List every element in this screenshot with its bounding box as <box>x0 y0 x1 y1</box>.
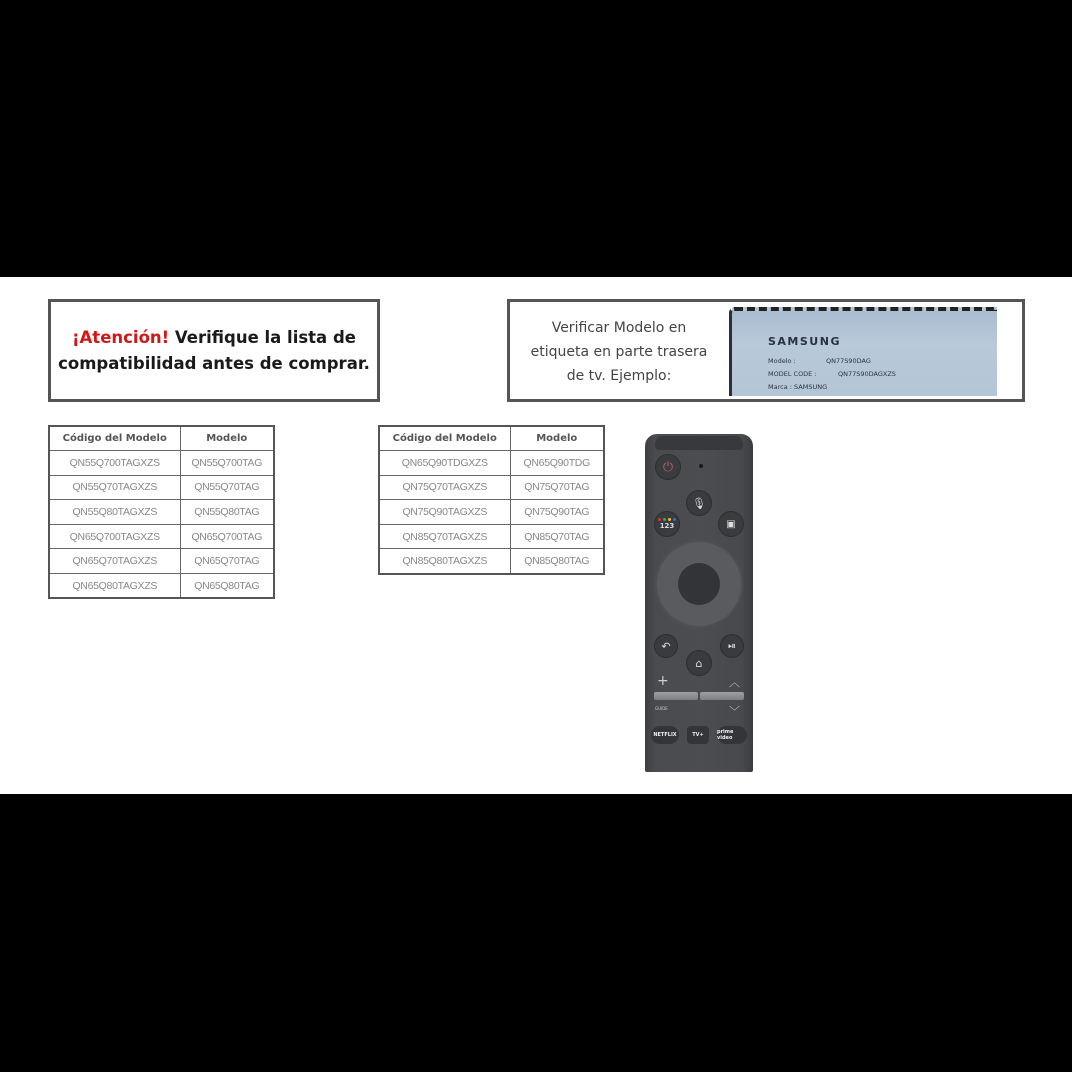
column-header-model-code: Código del Modelo <box>379 426 510 451</box>
table-row <box>49 549 274 574</box>
table-row <box>379 451 604 476</box>
cell-model-code: QN65Q80TAGXZS <box>49 574 180 599</box>
label-brand: SAMSUNG <box>768 335 841 348</box>
table-row <box>379 549 604 574</box>
guide-label: GUIDE <box>655 706 668 711</box>
cell-model: QN55Q70TAG <box>180 475 274 500</box>
cell-model: QN65Q90TDG <box>510 451 604 476</box>
volume-up-icon: + <box>657 673 669 689</box>
table-row <box>379 500 604 525</box>
ambient-mode-icon: ▣ <box>718 511 744 537</box>
back-icon: ↶ <box>654 634 678 658</box>
cell-model-code: QN65Q700TAGXZS <box>49 524 180 549</box>
column-header-model: Modelo <box>180 426 274 451</box>
power-icon: ⏻ <box>655 454 681 480</box>
cell-model-code: QN85Q80TAGXZS <box>379 549 510 574</box>
verify-line-3: de tv. Ejemplo: <box>566 368 672 384</box>
cell-model: QN75Q90TAG <box>510 500 604 525</box>
table-header-row <box>49 426 274 451</box>
label-model-code-value: QN77S90DAGXZS <box>838 370 896 378</box>
cell-model: QN55Q700TAG <box>180 451 274 476</box>
column-header-model: Modelo <box>510 426 604 451</box>
cell-model-code: QN55Q80TAGXZS <box>49 500 180 525</box>
number-pad-icon <box>654 511 680 537</box>
compatibility-table-2 <box>378 425 605 575</box>
compatibility-notice <box>48 299 380 402</box>
table-row <box>49 574 274 599</box>
warning-label: ¡Atención! <box>72 327 170 347</box>
cell-model: QN65Q80TAG <box>180 574 274 599</box>
remote-control-image <box>645 434 753 772</box>
number-pad-label: 123 <box>659 522 675 530</box>
volume-rocker <box>654 692 698 700</box>
microphone-icon: 🎙 <box>686 490 712 516</box>
tv-label-example-image <box>729 307 997 396</box>
label-marca-row <box>768 383 827 391</box>
netflix-button: NETFLIX <box>651 726 679 744</box>
remote-top-cap <box>655 436 743 450</box>
notice-text-2: compatibilidad antes de comprar. <box>58 353 370 373</box>
verify-instructions <box>516 316 722 388</box>
channel-up-icon: ︿ <box>729 676 740 689</box>
samsung-tv-plus-button: TV+ <box>687 726 709 744</box>
table-header-row <box>379 426 604 451</box>
prime-video-button: prime video <box>717 726 747 744</box>
cell-model: QN55Q80TAG <box>180 500 274 525</box>
cell-model-code: QN65Q70TAGXZS <box>49 549 180 574</box>
compatibility-table-1 <box>48 425 275 599</box>
cell-model: QN75Q70TAG <box>510 475 604 500</box>
cell-model: QN65Q700TAG <box>180 524 274 549</box>
cell-model-code: QN75Q90TAGXZS <box>379 500 510 525</box>
label-marca-value: SAMSUNG <box>794 383 828 391</box>
verify-line-2: etiqueta en parte trasera <box>530 344 708 360</box>
table-row <box>379 524 604 549</box>
home-icon: ⌂ <box>686 650 712 676</box>
table-row <box>49 500 274 525</box>
table-row <box>49 451 274 476</box>
play-pause-icon: ⏯ <box>720 634 744 658</box>
table-row <box>49 524 274 549</box>
cell-model: QN85Q80TAG <box>510 549 604 574</box>
label-modelo-value: QN77S90DAG <box>826 357 871 365</box>
cell-model: QN65Q70TAG <box>180 549 274 574</box>
cell-model: QN85Q70TAG <box>510 524 604 549</box>
color-keys-icon <box>658 518 676 521</box>
table-row <box>379 475 604 500</box>
label-modelo-row <box>768 357 871 365</box>
verify-line-1: Verificar Modelo en <box>551 320 687 336</box>
channel-down-icon: ﹀ <box>729 705 740 718</box>
channel-rocker <box>700 692 744 700</box>
select-button <box>678 563 720 605</box>
label-model-code-row <box>768 370 896 378</box>
label-model-code-key: MODEL CODE : <box>768 370 817 378</box>
led-indicator <box>699 464 703 468</box>
verify-model-box <box>507 299 1025 402</box>
column-header-model-code: Código del Modelo <box>49 426 180 451</box>
cell-model-code: QN55Q70TAGXZS <box>49 475 180 500</box>
cell-model-code: QN75Q70TAGXZS <box>379 475 510 500</box>
table-row <box>49 475 274 500</box>
cell-model-code: QN55Q700TAGXZS <box>49 451 180 476</box>
label-marca-key: Marca : <box>768 383 792 391</box>
notice-text-1: Verifique la lista de <box>169 327 356 347</box>
cell-model-code: QN65Q90TDGXZS <box>379 451 510 476</box>
cell-model-code: QN85Q70TAGXZS <box>379 524 510 549</box>
label-modelo-key: Modelo : <box>768 357 796 365</box>
